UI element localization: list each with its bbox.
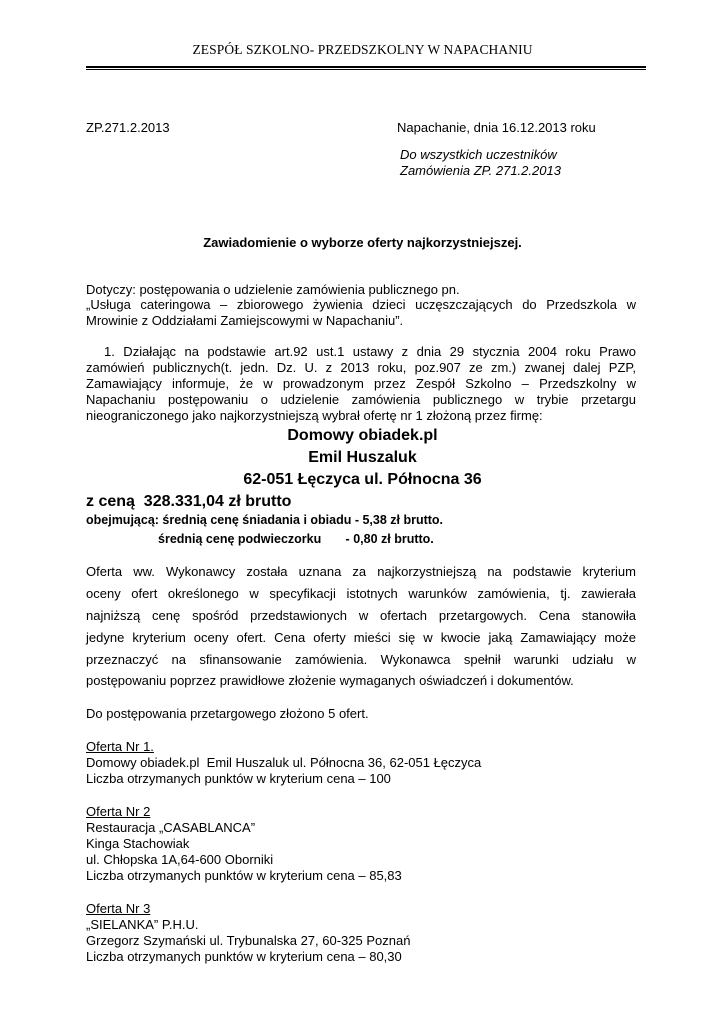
- winner-price-breakdown: obejmującą: średnią cenę śniadania i obiadu - 5,38 zł brutto.: [86, 513, 444, 527]
- justification-line: postępowaniu poprzez prawidłowe złożenie wymaganych oświadczeń i dokumentów.: [86, 673, 574, 688]
- justification-line: jedyne kryterium oceny ofert. Cena oferty mieści się w kwocie jaką Zamawiający może: [86, 630, 636, 645]
- point-one-line: nieograniczonego jako najkorzystniejszą wybrał ofertę nr 1 złożoną przez firmę:: [86, 408, 543, 423]
- recipient-line: Zamówienia ZP. 271.2.2013: [400, 163, 561, 178]
- offer-line: „SIELANKA” P.H.U.: [86, 917, 199, 932]
- winner-name: Domowy obiadek.pl: [287, 427, 438, 444]
- point-one-line: Napachaniu postępowaniu o udzielenie zamówienia publicznego w trybie przetargu: [86, 392, 636, 407]
- winner-owner: Emil Huszaluk: [308, 449, 417, 466]
- offers-count: Do postępowania przetargowego złożono 5 ofert.: [86, 706, 369, 721]
- reference-number: ZP.271.2.2013: [86, 120, 170, 135]
- offer-heading: Oferta Nr 3: [86, 901, 151, 916]
- point-one-line: 1. Działając na podstawie art.92 ust.1 ustawy z dnia 29 stycznia 2004 roku Prawo: [104, 344, 636, 359]
- offer-line: Kinga Stachowiak: [86, 836, 190, 851]
- offer-line: Liczba otrzymanych punktów w kryterium cena – 80,30: [86, 949, 402, 964]
- winner-address: 62-051 Łęczyca ul. Północna 36: [243, 471, 482, 488]
- subject-line: Dotyczy: postępowania o udzielenie zamówienia publicznego pn.: [86, 282, 460, 297]
- point-one-line: zamówień publicznych(t. jedn. Dz. U. z 2013 roku, poz.907 ze zm.) zwanej dalej PZP,: [86, 360, 636, 375]
- offer-line: ul. Chłopska 1A,64-600 Oborniki: [86, 852, 274, 867]
- justification-line: oceny ofert określonego w specyfikacji istotnych warunków zamówienia, tj. zawierała: [86, 586, 636, 601]
- subject-line: Mrowinie z Oddziałami Zamiejscowymi w Napachaniu”.: [86, 313, 404, 328]
- point-one-line: Zamawiający informuje, że w prowadzonym przez Zespół Szkolno – Przedszkolny w: [86, 376, 636, 391]
- offer-line: Grzegorz Szymański ul. Trybunalska 27, 60-325 Poznań: [86, 933, 411, 948]
- document-title: Zawiadomienie o wyborze oferty najkorzystniejszej.: [203, 235, 522, 250]
- offer-line: Liczba otrzymanych punktów w kryterium cena – 100: [86, 771, 391, 786]
- winner-price: z ceną 328.331,04 zł brutto: [86, 493, 292, 510]
- page-header-title: ZESPÓŁ SZKOLNO- PRZEDSZKOLNY W NAPACHANIU: [192, 42, 533, 57]
- justification-line: Oferta ww. Wykonawcy została uznana za najkorzystniejszą na podstawie kryterium: [86, 564, 636, 579]
- justification-line: przeznaczyć na sfinansowanie zamówienia. Wykonawca spełnił warunki udziału w: [86, 652, 636, 667]
- offer-line: Liczba otrzymanych punktów w kryterium cena – 85,83: [86, 868, 402, 883]
- recipient-line: Do wszystkich uczestników: [400, 147, 557, 162]
- place-and-date: Napachanie, dnia 16.12.2013 roku: [397, 120, 596, 135]
- offer-line: Restauracja „CASABLANCA”: [86, 820, 256, 835]
- offer-heading: Oferta Nr 1.: [86, 739, 154, 754]
- justification-line: najniższą cenę spośród przedstawionych w ofertach przetargowych. Cena stanowiła: [86, 608, 636, 623]
- header-rule-thick: [86, 66, 646, 68]
- offer-line: Domowy obiadek.pl Emil Huszaluk ul. Północna 36, 62-051 Łęczyca: [86, 755, 482, 770]
- offer-heading: Oferta Nr 2: [86, 804, 151, 819]
- header-rule-thin: [86, 69, 646, 70]
- winner-price-breakdown: średnią cenę podwieczorku - 0,80 zł brutto.: [158, 532, 434, 546]
- subject-line: „Usługa cateringowa – zbiorowego żywienia dzieci uczęszczających do Przedszkola w: [86, 297, 636, 312]
